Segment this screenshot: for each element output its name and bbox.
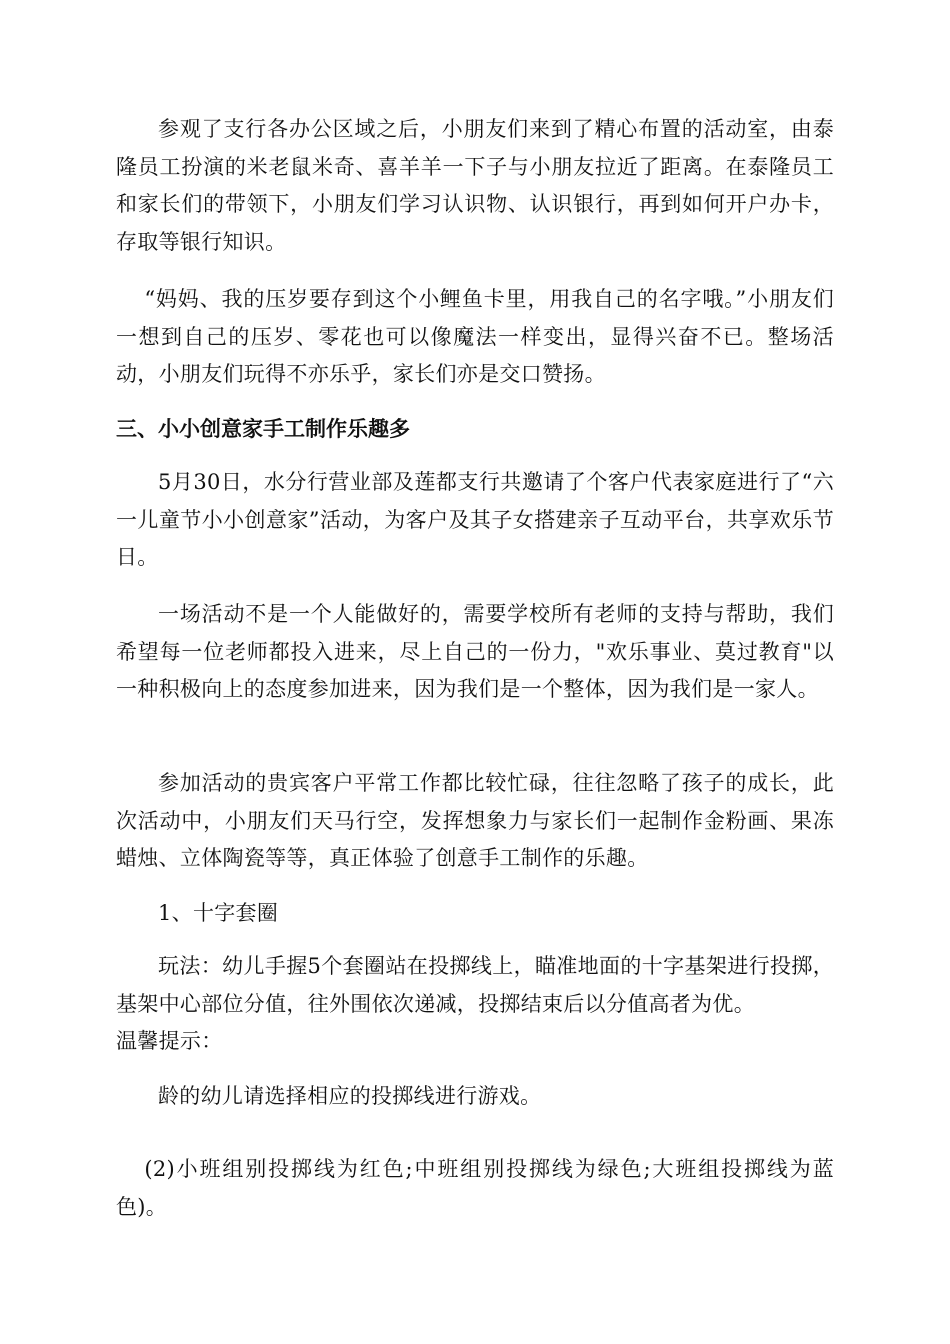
paragraph-throwing-line-colors: (2)小班组别投掷线为红色;中班组别投掷线为绿色;大班组投掷线为蓝色)。	[116, 1157, 834, 1219]
paragraph-ring-toss-rules: 玩法：幼儿手握5个套圈站在投掷线上，瞄准地面的十字基架进行投掷，基架中心部位分值，往外围依次递减，投掷结束后以分值高者为优。	[116, 954, 834, 1016]
paragraph-may-30-event: 5月30日，水分行营业部及莲都支行共邀请了个客户代表家庭进行了“六一儿童节小小创意家”活动，为客户及其子女搭建亲子互动平台，共享欢乐节日。	[116, 470, 834, 569]
section-heading-creative-crafts: 三、小小创意家手工制作乐趣多	[116, 417, 410, 441]
paragraph-vip-clients: 参加活动的贵宾客户平常工作都比较忙碌，往往忽略了孩子的成长，此次活动中，小朋友们天马行空，发挥想象力与家长们一起制作金粉画、果冻蜡烛、立体陶瓷等等，真正体验了创意手工制作的乐趣。	[116, 771, 834, 870]
paragraph-piggy-bank-quote: “妈妈、我的压岁要存到这个小鲤鱼卡里，用我自己的名字哦。”小朋友们一想到自己的压岁、零花也可以像魔法一样变出，显得兴奋不已。整场活动，小朋友们玩得不亦乐乎，家长们亦是交口赞扬。	[116, 287, 834, 386]
list-item-ring-toss-title: 1、十字套圈	[158, 901, 279, 925]
tips-label: 温馨提示：	[116, 1029, 223, 1053]
paragraph-throwing-line-selection: 龄的幼儿请选择相应的投掷线进行游戏。	[158, 1084, 542, 1108]
paragraph-bank-visit: 参观了支行各办公区域之后，小朋友们来到了精心布置的活动室，由泰隆员工扮演的米老鼠米奇、喜羊羊一下子与小朋友拉近了距离。在泰隆员工和家长们的带领下，小朋友们学习认识物、认识银行，再到如何开户办卡，存取等银行知识。	[116, 117, 834, 254]
paragraph-teacher-support: 一场活动不是一个人能做好的，需要学校所有老师的支持与帮助，我们希望每一位老师都投入进来，尽上自己的一份力，"欢乐事业、莫过教育"以一种积极向上的态度参加进来，因为我们是一个整体，因为我们是一家人。	[116, 602, 834, 701]
